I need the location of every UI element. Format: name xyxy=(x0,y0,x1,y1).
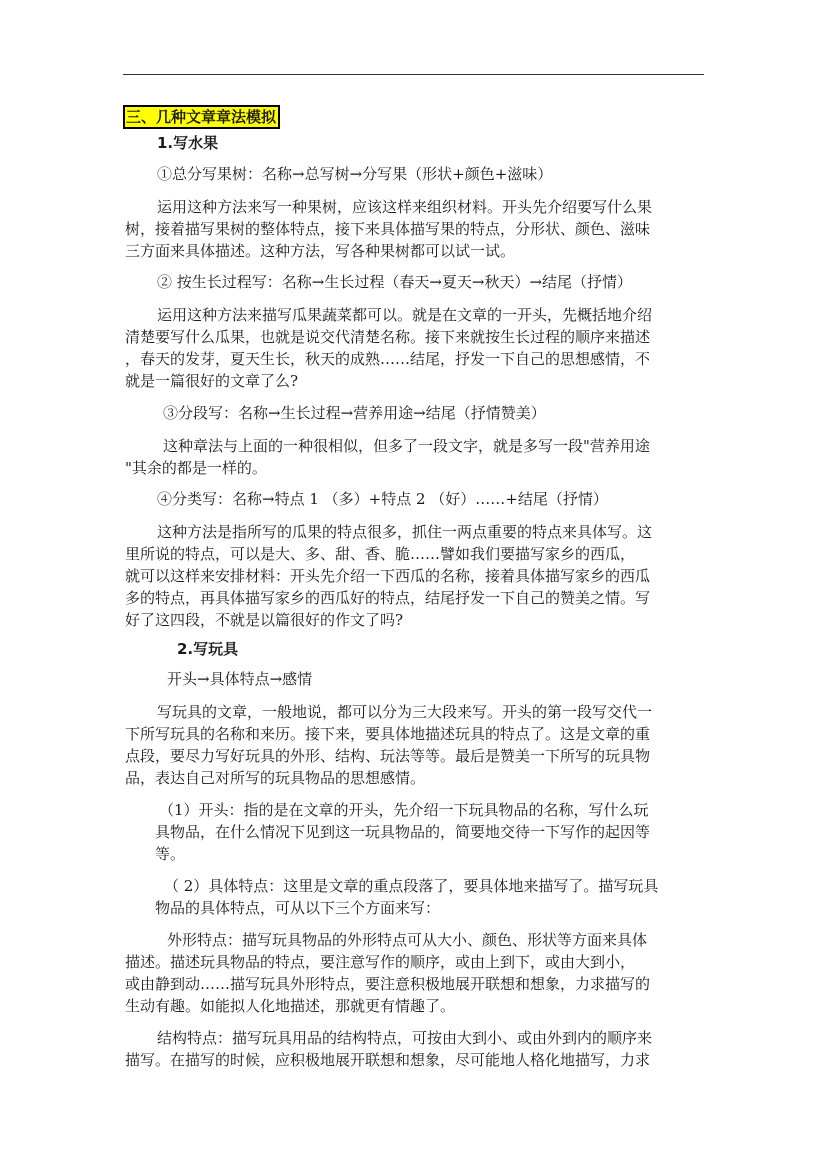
paragraph-line: 物品的具体特点，可从以下三个方面来写： xyxy=(155,899,441,917)
paragraph-line: 运用这种方法来写一种果树，应该这样来组织材料。开头先介绍要写什么果 xyxy=(157,198,653,216)
paragraph-line: 外形特点：描写玩具物品的外形特点可从大小、颜色、形状等方面来具体 xyxy=(167,931,648,949)
paragraph-line: 好了这四段，不就是以篇很好的作文了吗? xyxy=(125,611,404,629)
paragraph-line: 就可以这样来安排材料：开头先介绍一下西瓜的名称，接着具体描写家乡的西瓜 xyxy=(125,567,651,585)
paragraph-line: 下所写玩具的名称和来历。接下来，要具体地描述玩具的特点了。这是文章的重 xyxy=(125,725,651,743)
paragraph-line: 清楚要写什么瓜果，也就是说交代清楚名称。接下来就按生长过程的顺序来描述 xyxy=(125,328,651,346)
method3-heading: ③分段写：名称→生长过程→营养用途→结尾（抒情赞美） xyxy=(163,404,546,422)
paragraph-line: 这种章法与上面的一种很相似，但多了一段文字，就是多写一段"营养用途 xyxy=(163,437,650,455)
paragraph-line: ，春天的发芽，夏天生长，秋天的成熟……结尾，抒发一下自己的思想感情，不 xyxy=(125,350,651,368)
paragraph-line: 运用这种方法来描写瓜果蔬菜都可以。就是在文章的一开头，先概括地介绍 xyxy=(157,306,653,324)
method1-heading: ①总分写果树：名称→总写树→分写果（形状+颜色+滋味） xyxy=(157,165,553,183)
paragraph-line: 品，表达自己对所写的玩具物品的思想感情。 xyxy=(125,769,426,787)
paragraph-line: （1）开头：指的是在文章的开头，先介绍一下玩具物品的名称，写什么玩 xyxy=(159,801,649,819)
paragraph-line: （ 2）具体特点：这里是文章的重点段落了，要具体地来描写了。描写玩具 xyxy=(164,877,659,895)
paragraph-line: 生动有趣。如能拟人化地描述，那就更有情趣了。 xyxy=(125,997,456,1015)
header-rule xyxy=(123,74,704,75)
paragraph-line: 三方面来具体描述。这种方法，写各种果树都可以试一试。 xyxy=(125,242,516,260)
paragraph-line: 多的特点，再具体描写家乡的西瓜好的特点，结尾抒发一下自己的赞美之情。写 xyxy=(125,589,651,607)
paragraph-line: 结构特点：描写玩具用品的结构特点，可按由大到小、或由外到内的顺序来 xyxy=(157,1029,653,1047)
paragraph-line: 点段，要尽力写好玩具的外形、结构、玩法等等。最后是赞美一下所写的玩具物 xyxy=(125,747,651,765)
paragraph-line: 描写。在描写的时候，应积极地展开联想和想象，尽可能地人格化地描写，力求 xyxy=(125,1051,651,1069)
paragraph-line: 树，接着描写果树的整体特点，接下来具体描写果的特点，分形状、颜色、滋味 xyxy=(125,220,651,238)
paragraph-line: 等。 xyxy=(155,845,186,863)
method4-heading: ④分类写：名称→特点 1 （多）+特点 2 （好）……+结尾（抒情） xyxy=(157,490,608,508)
paragraph-line: 就是一篇很好的文章了么? xyxy=(125,372,299,390)
fruit-title: 1.写水果 xyxy=(157,134,219,152)
paragraph-line: 具物品，在什么情况下见到这一玩具物品的，简要地交待一下写作的起因等 xyxy=(155,823,651,841)
paragraph-line: 描述。描述玩具物品的特点，要注意写作的顺序，或由上到下，或由大到小， xyxy=(125,953,636,971)
paragraph-line: 写玩具的文章，一般地说，都可以分为三大段来写。开头的第一段写交代一 xyxy=(157,703,653,721)
paragraph-line: 里所说的特点，可以是大、多、甜、香、脆……譬如我们要描写家乡的西瓜， xyxy=(125,545,636,563)
toy-structure: 开头→具体特点→感情 xyxy=(167,670,313,688)
paragraph-line: 这种方法是指所写的瓜果的特点很多，抓住一两点重要的特点来具体写。这 xyxy=(157,523,653,541)
section-heading: 三、几种文章章法模拟 xyxy=(123,105,280,129)
toy-title: 2.写玩具 xyxy=(177,640,239,658)
paragraph-line: "其余的都是一样的。 xyxy=(125,459,267,477)
method2-heading: ② 按生长过程写：名称→生长过程（春天→夏天→秋天）→结尾（抒情） xyxy=(157,273,633,291)
paragraph-line: 或由静到动……描写玩具外形特点，要注意积极地展开联想和想象，力求描写的 xyxy=(125,975,651,993)
